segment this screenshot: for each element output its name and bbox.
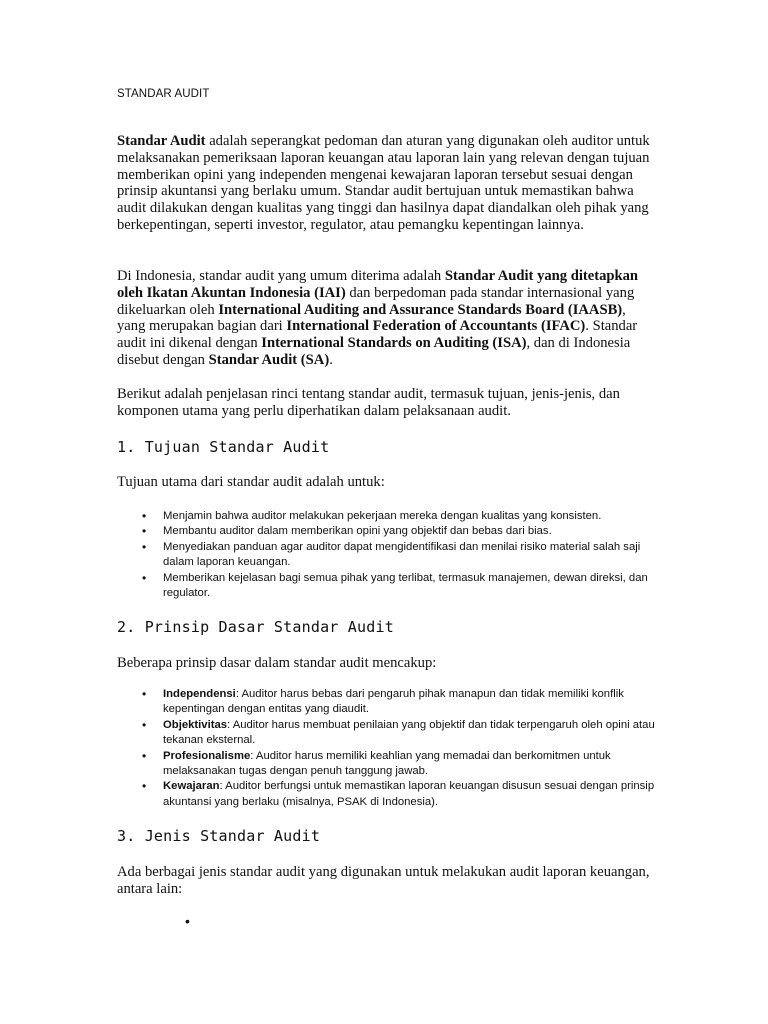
section-heading-jenis: 3. Jenis Standar Audit xyxy=(117,827,321,845)
list-item xyxy=(163,687,658,718)
list-item-term: Kewajaran xyxy=(163,780,220,793)
indonesia-text-6: . xyxy=(329,351,333,368)
list-item-term: Independensi xyxy=(163,688,236,700)
list-item-term: Objektivitas xyxy=(163,718,228,731)
indonesia-bold-1: Standar Audit yang ditetapkan oleh Ikatan Akuntan Indonesia (IAI) xyxy=(117,268,639,301)
list-item-text: Menyediakan panduan agar auditor dapat mengidentifikasi dan menilai risiko material salah saji dalam laporan keuangan. xyxy=(163,540,641,569)
list-item-text: : Auditor berfungsi untuk memastikan laporan keuangan disusun sesuai dengan prinsip akuntansi yang berlaku (misalnya, PSAK di Indonesia). xyxy=(163,780,655,808)
empty-bullet: • xyxy=(185,913,190,929)
section-lead-tujuan: Tujuan utama dari standar audit adalah untuk: xyxy=(117,474,385,490)
list-item xyxy=(163,718,658,749)
list-item xyxy=(163,571,658,602)
indonesia-text-5: , dan di Indonesia disebut dengan xyxy=(117,335,631,368)
indonesia-bold-2: International Auditing and Assurance Standards Board (IAASB) xyxy=(218,301,623,318)
indonesia-bold-3: International Federation of Accountants (IFAC) xyxy=(286,318,586,335)
indonesia-text-4: . Standar audit ini dikenal dengan xyxy=(117,318,638,352)
list-item-text: Memberikan kejelasan bagi semua pihak yang terlibat, termasuk manajemen, dewan direksi, dan regulator. xyxy=(163,571,648,600)
section-lead-prinsip: Beberapa prinsip dasar dalam standar audit mencakup: xyxy=(117,655,437,671)
indonesia-bold-4: International Standards on Auditing (ISA) xyxy=(261,335,527,352)
overview-paragraph: Berikut adalah penjelasan rinci tentang standar audit, termasuk tujuan, jenis-jenis, dan komponen utama yang perlu diperhatikan dalam pelaksanaan audit. xyxy=(117,386,620,419)
intro-paragraph xyxy=(117,133,657,234)
indonesia-text-1: Di Indonesia, standar audit yang umum diterima adalah xyxy=(117,268,445,284)
bullet-list-tujuan xyxy=(163,509,658,601)
indonesia-paragraph xyxy=(117,268,657,369)
bullet-list-prinsip xyxy=(163,687,658,810)
list-item-text: Membantu auditor dalam memberikan opini yang objektif dan bebas dari bias. xyxy=(163,525,552,538)
indonesia-text-3: , yang merupakan bagian dari xyxy=(117,301,626,335)
list-item-text: : Auditor harus bebas dari pengaruh pihak manapun dan tidak memiliki konflik kepentingan dengan entitas yang diaudit. xyxy=(163,688,624,716)
indonesia-text-2: dan berpedoman pada standar internasional yang dikeluarkan oleh xyxy=(117,284,635,318)
section-heading-tujuan: 1. Tujuan Standar Audit xyxy=(117,438,330,456)
list-item-text: : Auditor harus membuat penilaian yang objektif dan tidak terpengaruh oleh opini atau tekanan eksternal. xyxy=(163,718,655,747)
intro-term: Standar Audit xyxy=(117,133,206,149)
list-item xyxy=(163,540,658,571)
list-item xyxy=(163,509,658,524)
section-lead-jenis: Ada berbagai jenis standar audit yang digunakan untuk melakukan audit laporan keuangan, antara lain: xyxy=(117,864,650,897)
intro-text: adalah seperangkat pedoman dan aturan yang digunakan oleh auditor untuk melaksanakan pemeriksaan laporan keuangan atau laporan lain yang relevan dengan tujuan memberikan opini yang independen mengenai kewajaran laporan tersebut sesuai dengan prinsip akuntansi yang berlaku umum. Standar audit bertujuan untuk memastikan bahwa audit dilakukan dengan kualitas yang tinggi dan hasilnya dapat diandalkan oleh pihak yang berkepentingan, seperti investor, regulator, atau pemangku kepentingan lainnya. xyxy=(117,133,650,233)
list-item-text: : Auditor harus memiliki keahlian yang memadai dan berkomitmen untuk melaksanakan tugas dengan penuh tanggung jawab. xyxy=(163,749,611,778)
list-item xyxy=(163,779,658,810)
list-item xyxy=(163,749,658,780)
document-title: STANDAR AUDIT xyxy=(117,88,210,100)
list-item xyxy=(163,524,658,539)
section-heading-prinsip: 2. Prinsip Dasar Standar Audit xyxy=(117,618,394,636)
list-item-term: Profesionalisme xyxy=(163,749,251,762)
list-item-text: Menjamin bahwa auditor melakukan pekerjaan mereka dengan kualitas yang konsisten. xyxy=(163,510,602,522)
indonesia-bold-5: Standar Audit (SA) xyxy=(208,351,330,368)
